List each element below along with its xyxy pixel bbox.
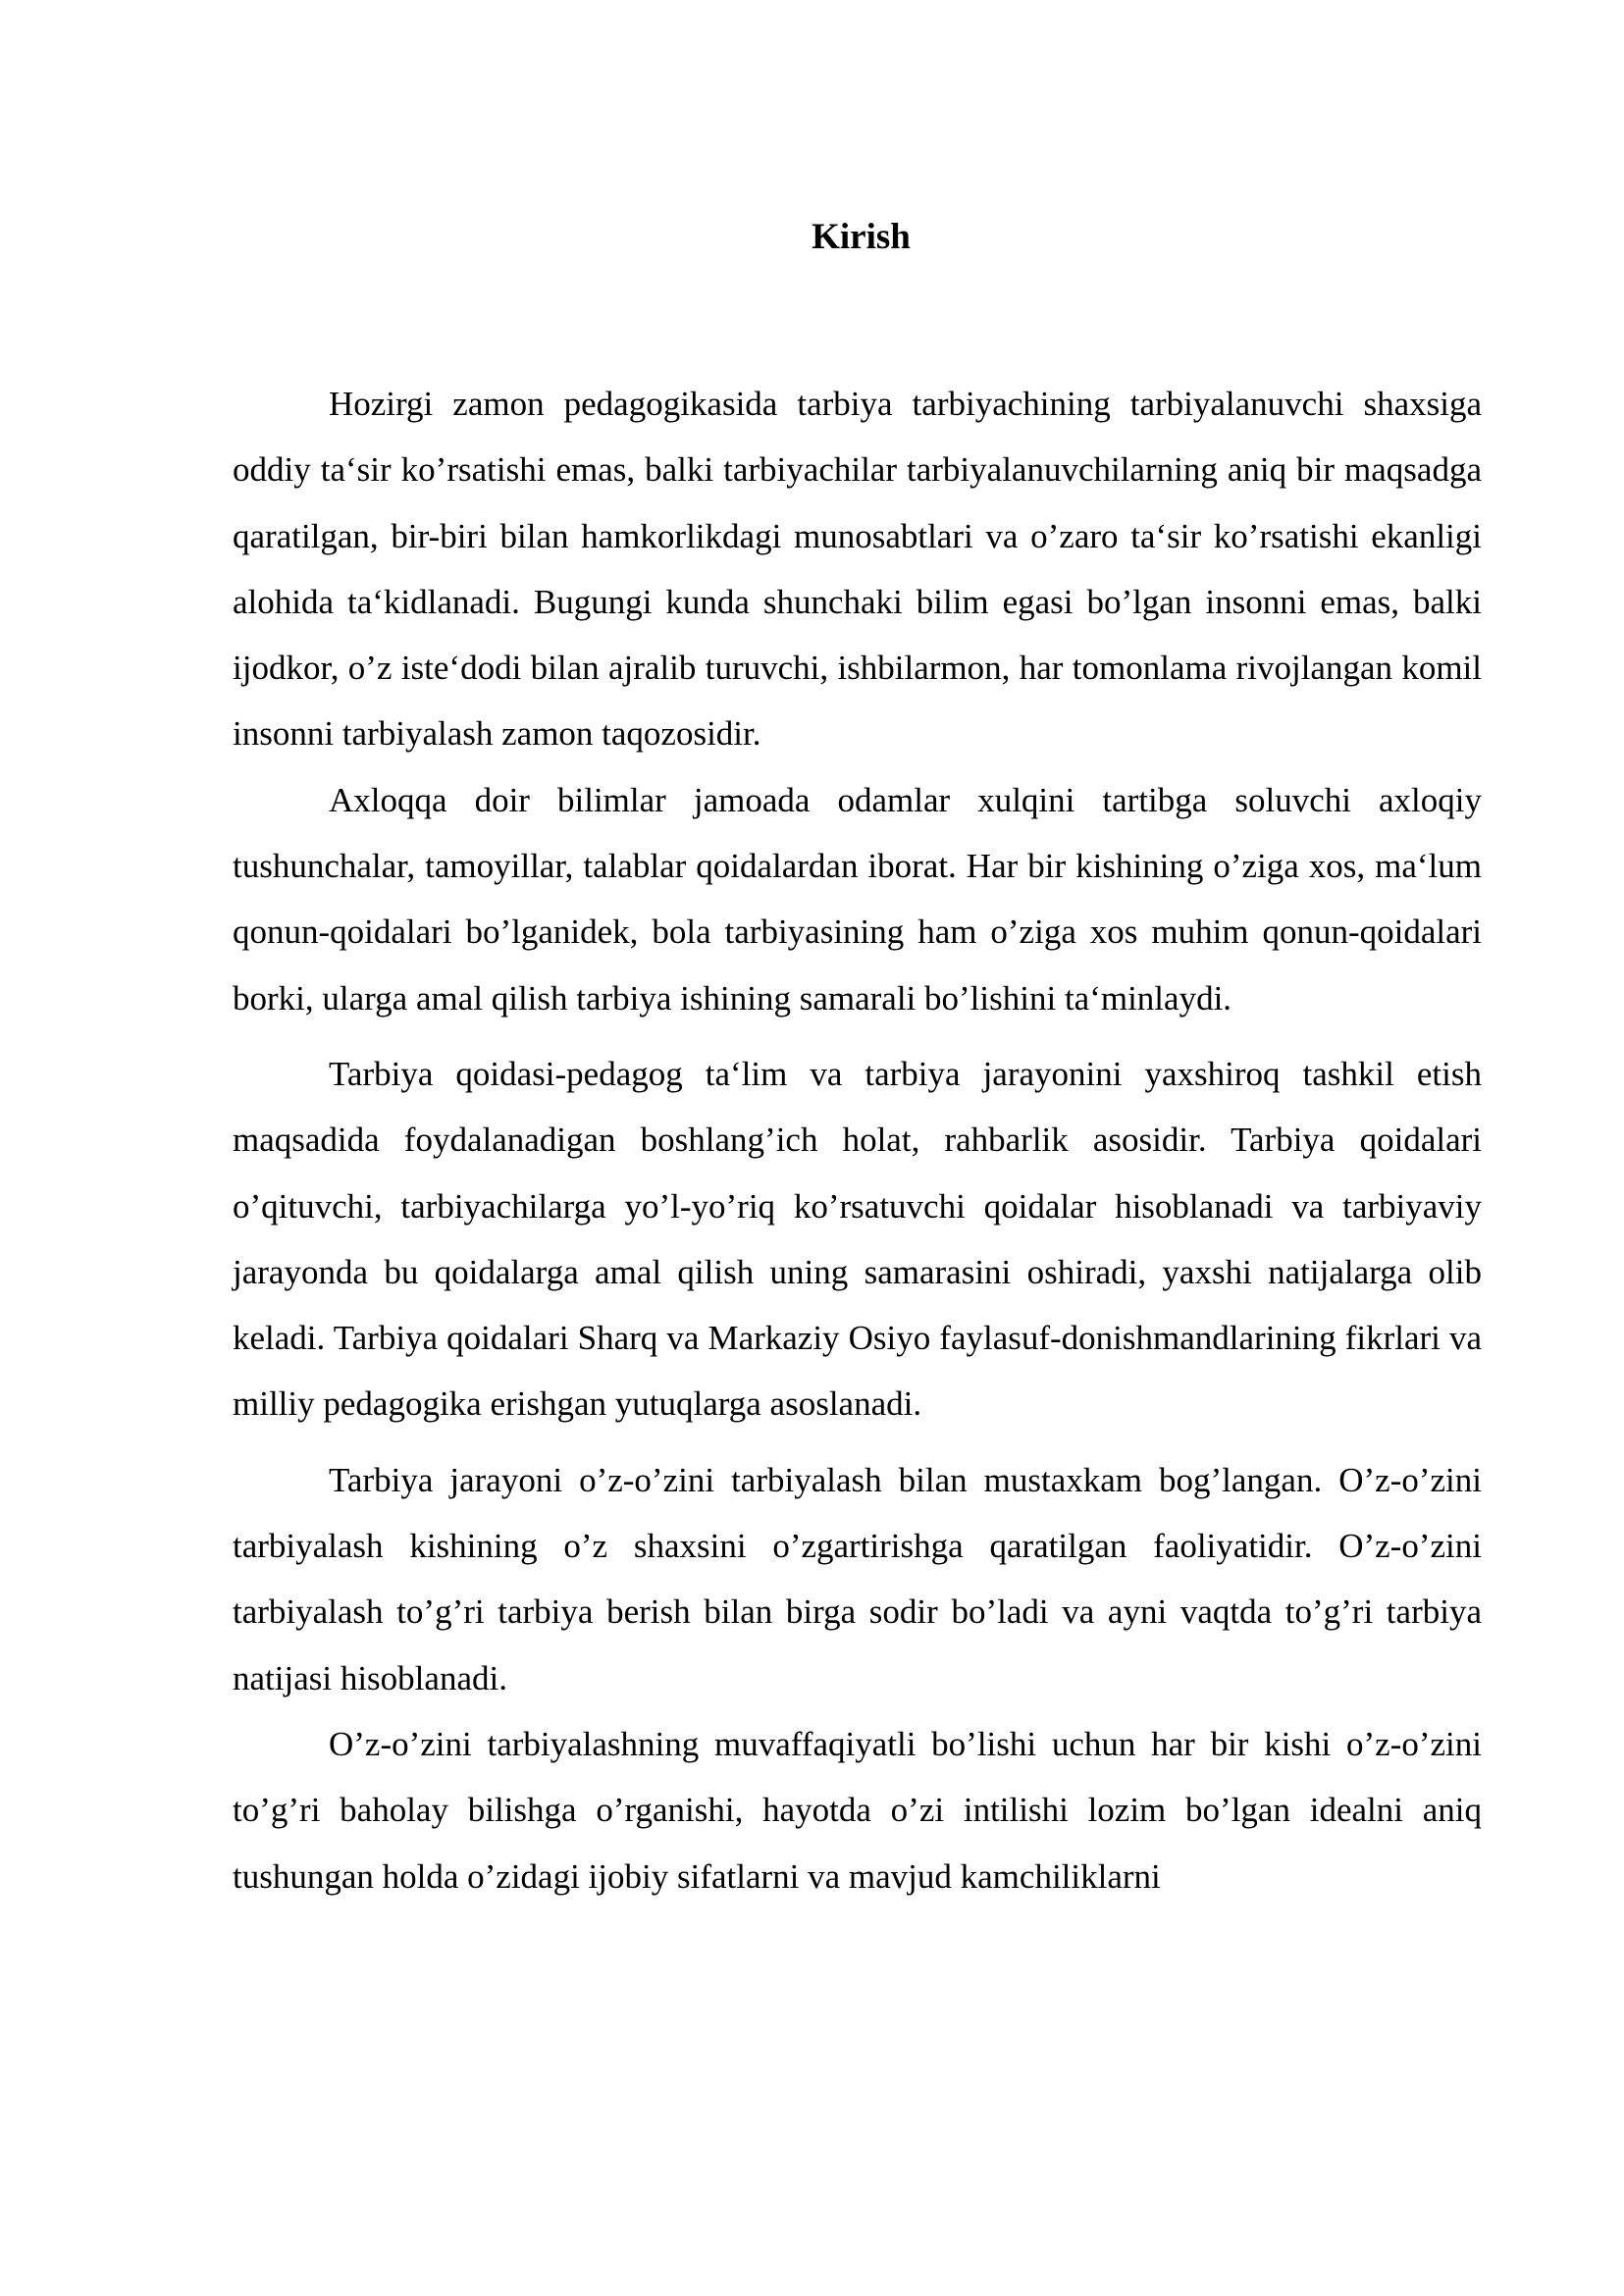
- paragraph-3: Tarbiya qoidasi-pedagog ta‘lim va tarbiya jarayonini yaxshiroq tashkil etish maqsadida foydalanadigan boshlang’ich holat, rahbarlik asosidir. Tarbiya qoidalari o’qituvchi, tarbiyachilarga yo’l-yo’riq ko’rsatuvchi qoidalar hisoblanadi va tarbiyaviy jarayonda bu qoidalarga amal qilish uning samarasini oshiradi, yaxshi natijalarga olib keladi. Tarbiya qoidalari Sharq va Markaziy Osiyo faylasuf-donishmandlarining fikrlari va milliy pedagogika erishgan yutuqlarga asoslanadi.: [233, 1054, 1482, 1424]
- paragraph-5: O’z-o’zini tarbiyalashning muvaffaqiyatli bo’lishi uchun har bir kishi o’z-o’zini to’g’ri baholay bilishga o’rganishi, hayotda o’zi intilishi lozim bo’lgan idealni aniq tushungan holda o’zidagi ijobiy sifatlarni va mavjud kamchiliklarni: [233, 1724, 1482, 1896]
- paragraph-2: Axloqqa doir bilimlar jamoada odamlar xulqini tartibga soluvchi axloqiy tushunchalar, tamoyillar, talablar qoidalardan iborat. Har bir kishining o’ziga xos, ma‘lum qonun-qoidalari bo’lganidek, bola tarbiyasining ham o’ziga xos muhim qonun-qoidalari borki, ularga amal qilish tarbiya ishining samarali bo’lishini ta‘minlaydi.: [233, 780, 1482, 1018]
- document-body: [233, 371, 1482, 1909]
- page-title: Kirish: [812, 217, 911, 257]
- paragraph-4: Tarbiya jarayoni o’z-o’zini tarbiyalash bilan mustaxkam bog’langan. O’z-o’zini tarbiyalash kishining o’z shaxsini o’zgartirishga qaratilgan faoliyatidir. O’z-o’zini tarbiyalash to’g’ri tarbiya berish bilan birga sodir bo’ladi va ayni vaqtda to’g’ri tarbiya natijasi hisoblanadi.: [233, 1460, 1482, 1697]
- paragraph-1: Hozirgi zamon pedagogikasida tarbiya tarbiyachining tarbiyalanuvchi shaxsiga oddiy ta‘sir ko’rsatishi emas, balki tarbiyachilar tarbiyalanuvchilarning aniq bir maqsadga qaratilgan, bir-biri bilan hamkorlikdagi munosabtlari va o’zaro ta‘sir ko’rsatishi ekanligi alohida ta‘kidlanadi. Bugungi kunda shunchaki bilim egasi bo’lgan insonni emas, balki ijodkor, o’z iste‘dodi bilan ajralib turuvchi, ishbilarmon, har tomonlama rivojlangan komil insonni tarbiyalash zamon taqozosidir.: [233, 385, 1482, 754]
